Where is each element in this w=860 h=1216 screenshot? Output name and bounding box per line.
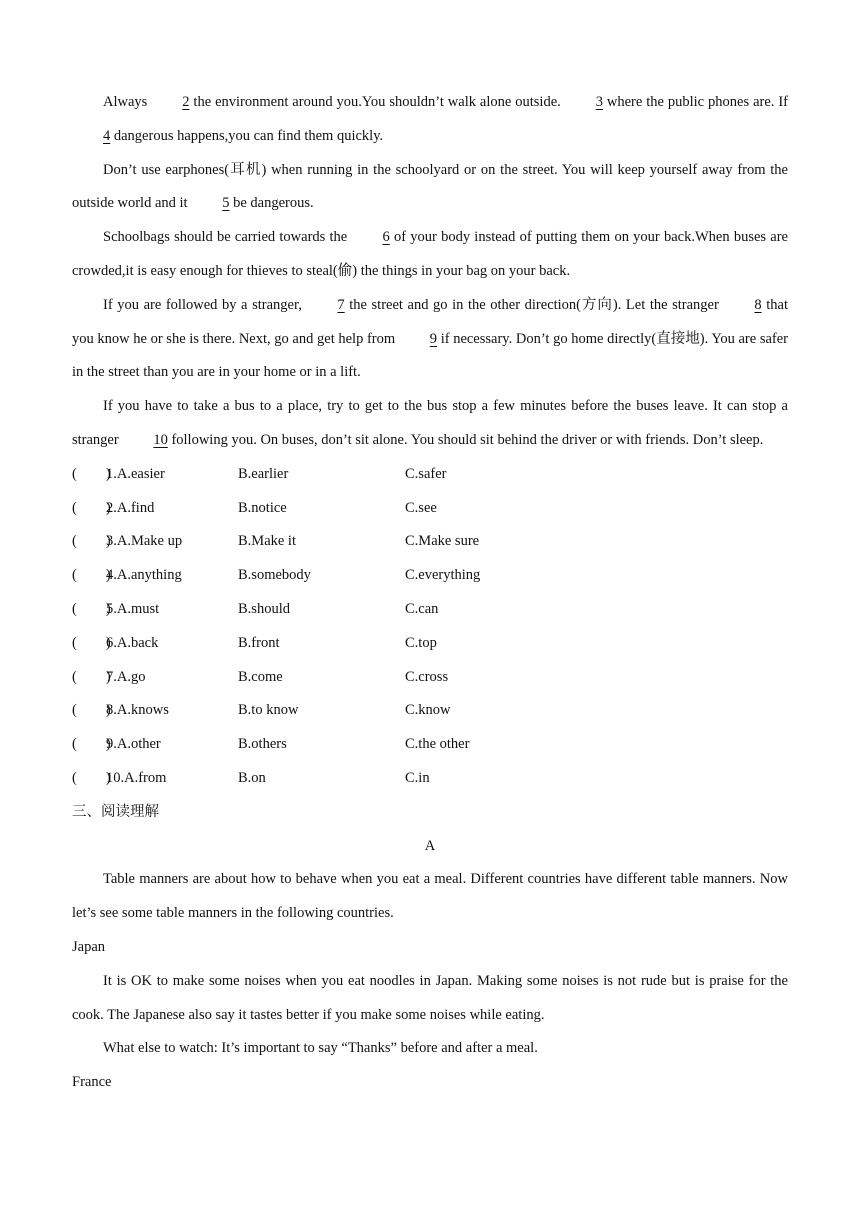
answer-paren: ( ) [72, 769, 111, 786]
paragraph-5: If you have to take a bus to a place, try to get to the bus stop a few minutes before the buses leave. It can stop a stranger 10 following you. On buses, don’t sit alone. You should sit behind the driver or with friends. Don’t sleep. [72, 390, 788, 458]
answer-paren: ( ) [72, 499, 111, 516]
answer-paren: ( ) [72, 533, 111, 550]
option-a: 9.A.other [106, 736, 161, 753]
blank-8: 8 [754, 296, 762, 313]
option-row [72, 525, 788, 559]
option-a: 7.A.go [106, 668, 146, 685]
option-b: B.to know [238, 702, 299, 719]
option-row [72, 694, 788, 728]
option-b: B.come [238, 668, 283, 685]
option-row [72, 559, 788, 593]
option-a: 1.A.easier [106, 465, 165, 482]
paragraph-1: Always 2 the environment around you.You shouldn’t walk alone outside. 3 where the public phones are. If 4 dangerous happens,you can find them quickly. [72, 86, 788, 154]
blank-9: 9 [429, 330, 438, 347]
document-page [72, 86, 788, 1100]
blank-4: 4 [103, 127, 111, 144]
option-b: B.others [238, 736, 287, 753]
option-a: 2.A.find [106, 499, 155, 516]
option-c: C.everything [405, 567, 481, 584]
country-heading-japan: Japan [72, 938, 106, 955]
option-a: 4.A.anything [106, 567, 182, 584]
section-heading: 三、阅读理解 [72, 803, 159, 820]
answer-paren: ( ) [72, 736, 111, 753]
answer-paren: ( ) [72, 634, 111, 651]
japan-paragraph-2: What else to watch: It’s important to say “Thanks” before and after a meal. [103, 1040, 538, 1057]
option-row [72, 492, 788, 526]
answer-paren: ( ) [72, 567, 111, 584]
option-a: 10.A.from [106, 769, 167, 786]
option-c: C.top [405, 634, 437, 651]
intro-paragraph: Table manners are about how to behave when you eat a meal. Different countries have different table manners. Now let’s see some table manners in the following countries. [72, 871, 788, 922]
option-b: B.notice [238, 499, 287, 516]
options-list [72, 458, 788, 796]
option-b: B.should [238, 600, 290, 617]
country-heading-france: France [72, 1074, 112, 1091]
option-c: C.safer [405, 465, 447, 482]
paragraph-4: If you are followed by a stranger, 7 the street and go in the other direction(方向). Let the stranger 8 that you know he or she is there. Next, go and get help from 9 if necessary. Don’t go home directly(直接地). You are safer in the street than you are in your home or in a lift. [72, 289, 788, 390]
blank-10: 10 [153, 431, 168, 448]
option-row [72, 627, 788, 661]
option-b: B.earlier [238, 465, 289, 482]
option-c: C.see [405, 499, 437, 516]
answer-paren: ( ) [72, 702, 111, 719]
paragraph-3: Schoolbags should be carried towards the 6 of your body instead of putting them on your back.When buses are crowded,it is easy enough for thieves to steal(偷) the things in your bag on your back. [72, 221, 788, 289]
option-a: 3.A.Make up [106, 533, 183, 550]
blank-5: 5 [222, 195, 230, 212]
japan-paragraph-1: It is OK to make some noises when you eat noodles in Japan. Making some noises is not rude but is praise for the cook. The Japanese also say it tastes better if you make some noises while eating. [72, 972, 788, 1023]
answer-paren: ( ) [72, 668, 111, 685]
option-c: C.cross [405, 668, 449, 685]
option-c: C.know [405, 702, 451, 719]
blank-6: 6 [382, 229, 390, 246]
option-a: 8.A.knows [106, 702, 169, 719]
blank-3: 3 [595, 94, 603, 110]
blank-7: 7 [337, 296, 345, 313]
option-b: B.Make it [238, 533, 296, 550]
option-c: C.can [405, 600, 439, 617]
option-row [72, 661, 788, 695]
option-row [72, 593, 788, 627]
option-b: B.front [238, 634, 280, 651]
option-b: B.on [238, 769, 266, 786]
option-a: 5.A.must [106, 600, 160, 617]
option-row [72, 458, 788, 492]
paragraph-2: Don’t use earphones(耳机) when running in the schoolyard or on the street. You will keep yourself away from the outside world and it 5 be dangerous. [72, 154, 788, 222]
blank-2: 2 [182, 94, 190, 110]
option-c: C.the other [405, 736, 470, 753]
passage-label: A [424, 837, 436, 854]
option-c: C.in [405, 769, 430, 786]
answer-paren: ( ) [72, 600, 111, 617]
answer-paren: ( ) [72, 465, 111, 482]
option-row [72, 762, 788, 796]
option-row [72, 728, 788, 762]
option-a: 6.A.back [106, 634, 159, 651]
option-b: B.somebody [238, 567, 311, 584]
option-c: C.Make sure [405, 533, 480, 550]
